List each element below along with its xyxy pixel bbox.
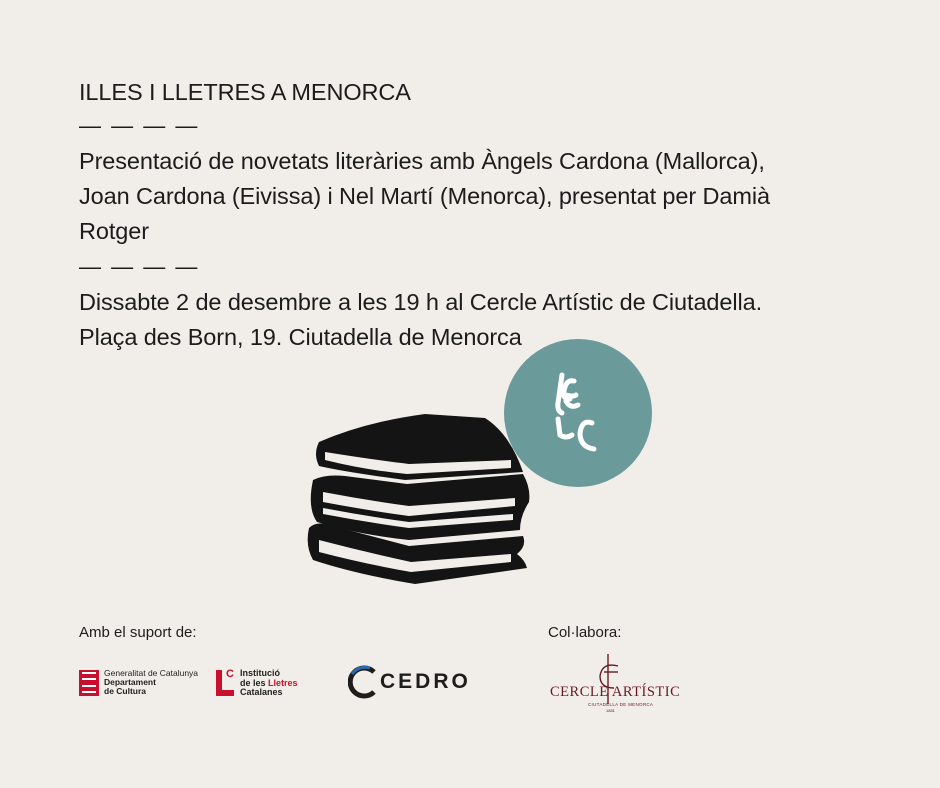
stack-of-books-icon [305, 412, 535, 590]
ilc-line-part: Lletres [268, 677, 298, 688]
separator: — — — — [79, 254, 200, 279]
details-line: Dissabte 2 de desembre a les 19 h al Cercle Artístic de Ciutadella. [79, 289, 762, 315]
cercle-year: 1881 [606, 708, 615, 713]
generalitat-line: de Cultura [104, 686, 147, 696]
collaboration-label: Col·labora: [548, 624, 622, 641]
generalitat-logo [79, 669, 198, 696]
description-line: Presentació de novetats literàries amb Àngels Cardona (Mallorca), [79, 148, 765, 174]
elc-letters-icon [504, 339, 652, 487]
elc-logo [504, 339, 652, 487]
generalitat-line: Generalitat de Catalunya [104, 668, 199, 678]
generalitat-line: Departament [104, 677, 156, 687]
description-line: Joan Cardona (Eivissa) i Nel Martí (Menorca), presentat per Damià [79, 183, 770, 209]
event-title: ILLES I LLETRES A MENORCA [79, 79, 411, 105]
support-label: Amb el suport de: [79, 624, 197, 641]
cercle-subtitle: CIUTADELLA DE MENORCA [588, 702, 654, 707]
cercle-artistic-logo [548, 654, 681, 713]
cedro-name: CEDRO [380, 670, 471, 693]
details-line: Plaça des Born, 19. Ciutadella de Menorca [79, 324, 522, 350]
generalitat-emblem-icon [79, 670, 99, 696]
cedro-c-icon [348, 664, 378, 700]
ilc-emblem-icon [216, 670, 236, 696]
cercle-name: CERCLE ARTÍSTIC [550, 684, 681, 700]
cedro-logo [348, 664, 471, 700]
ilc-line-part: de les [240, 677, 269, 688]
ilc-text [240, 669, 298, 698]
description-line: Rotger [79, 218, 149, 244]
generalitat-text [104, 669, 198, 696]
ilc-mark-letter: C [226, 668, 234, 681]
separator: — — — — [79, 113, 200, 138]
ilc-line: Catalanes [240, 687, 283, 697]
ilc-logo [216, 669, 298, 698]
event-text [79, 76, 859, 355]
ilc-line: Institució [240, 668, 280, 678]
